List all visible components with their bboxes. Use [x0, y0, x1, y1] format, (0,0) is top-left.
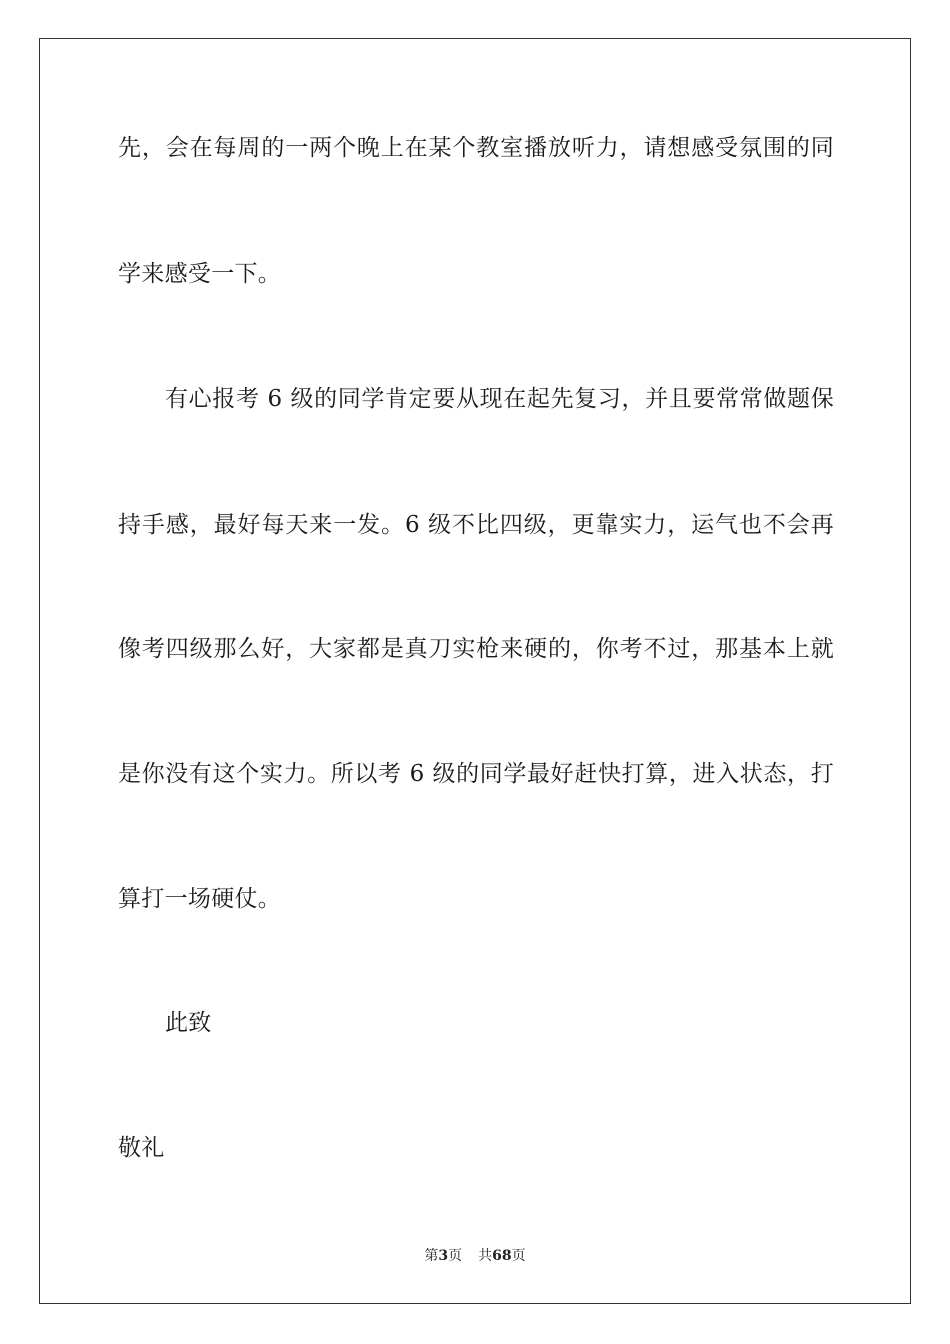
- closing-regards: 敬礼: [118, 1135, 165, 1161]
- closing-salutation: 此致: [165, 1010, 212, 1036]
- page-border: [39, 38, 911, 1304]
- page-footer: [0, 1247, 950, 1265]
- paragraph-line-7: 算打一场硬仗。: [118, 886, 282, 912]
- footer-total-suffix: 页: [511, 1248, 526, 1264]
- footer-page-number: 3: [438, 1248, 449, 1264]
- footer-page-prefix: 第: [424, 1248, 439, 1264]
- paragraph-line-6: 是你没有这个实力。所以考 6 级的同学最好赶快打算，进入状态，打: [118, 761, 834, 787]
- paragraph-line-4: 持手感，最好每天来一发。6 级不比四级，更靠实力，运气也不会再: [118, 512, 834, 538]
- footer-page-suffix: 页: [448, 1248, 463, 1264]
- paragraph-line-3: 有心报考 6 级的同学肯定要从现在起先复习，并且要常常做题保: [165, 386, 834, 412]
- footer-total-prefix: 共: [478, 1248, 493, 1264]
- paragraph-line-1: 先，会在每周的一两个晚上在某个教室播放听力，请想感受氛围的同: [118, 135, 834, 161]
- paragraph-line-5: 像考四级那么好，大家都是真刀实枪来硬的，你考不过，那基本上就: [118, 636, 834, 662]
- footer-total-pages: 68: [492, 1248, 512, 1264]
- paragraph-line-2: 学来感受一下。: [118, 261, 282, 287]
